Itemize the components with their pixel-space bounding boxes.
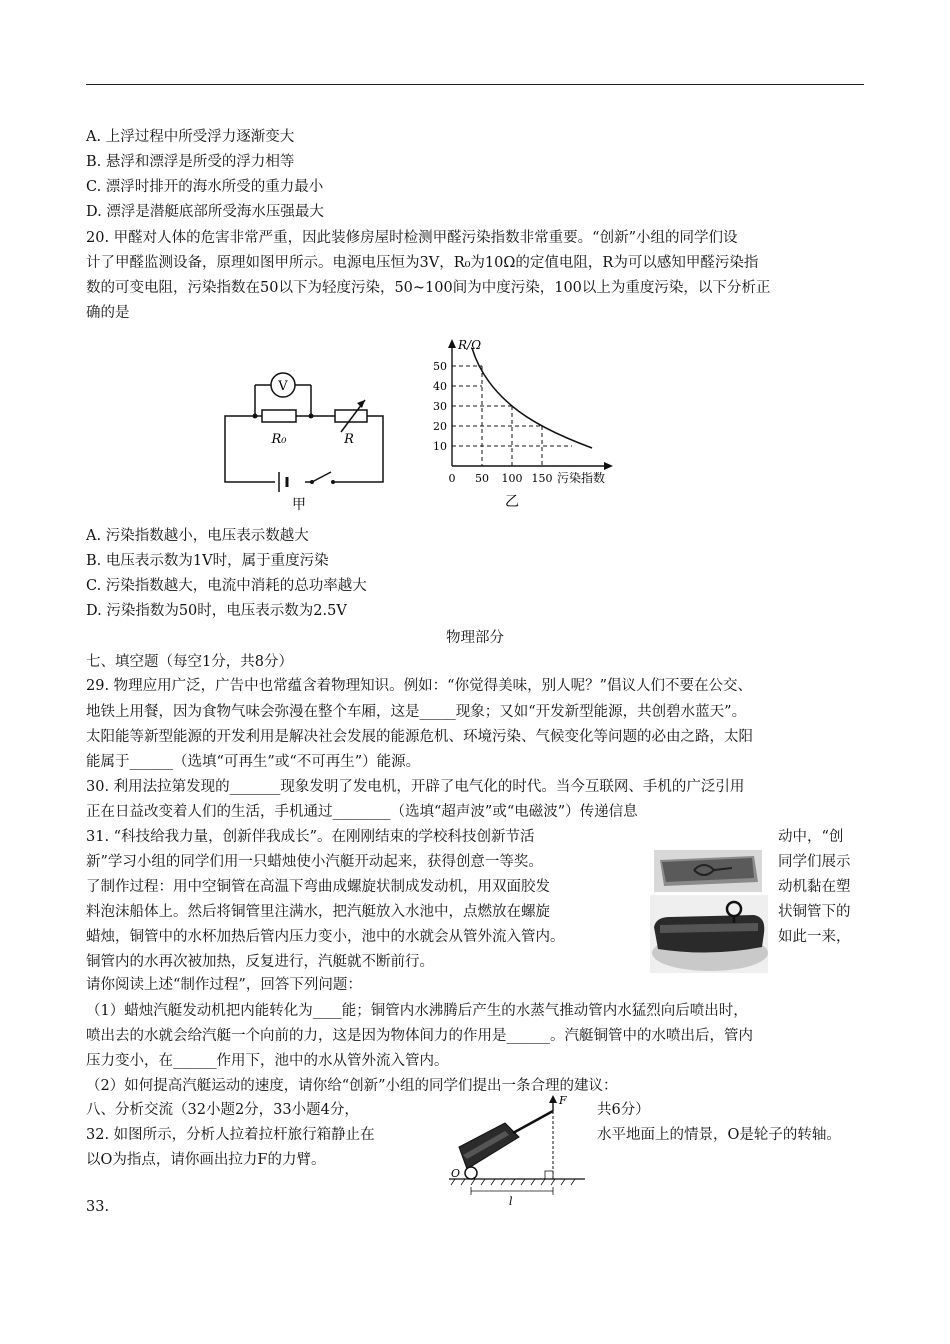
header-rule: [86, 84, 864, 85]
x-tick-150: 150: [531, 472, 553, 485]
q29-line: 太阳能等新型能源的开发利用是解决社会发展的能源危机、环境污染、气候变化等问题的必由之路，太阳: [86, 729, 753, 745]
origin-label: 0: [448, 472, 456, 485]
q31-tail-line: 压力变小，在______作用下，池中的水从管外流入管内。: [86, 1053, 449, 1069]
x-axis-label: 污染指数: [556, 471, 606, 485]
q31-left-line: 料泡沫船体上。然后将铜管里注满水，把汽艇放入水池中，点燃放在螺旋: [86, 904, 550, 920]
q29-line: 29. 物理应用广泛，广告中也常蕴含着物理知识。例如：“你觉得美味，别人呢？”倡议人们不要在公交、: [86, 678, 752, 694]
q31-left-line: 31. “科技给我力量，创新伴我成长”。在刚刚结束的学校科技创新节活: [86, 829, 535, 845]
q31-left-line: 了制作过程：用中空铜管在高温下弯曲成螺旋状制成发动机，用双面胶发: [86, 879, 550, 895]
q20-option-b: B. 电压表示数为1V时，属于重度污染: [86, 553, 329, 569]
q20-option-a: A. 污染指数越小，电压表示数越大: [86, 528, 309, 544]
q31-tail-line: （2）如何提高汽艇运动的速度，请你给“创新”小组的同学们提出一条合理的建议：: [86, 1078, 618, 1094]
q20-stem-line: 确的是: [86, 305, 130, 321]
q31-right-line: 同学们展示: [778, 854, 851, 870]
y-tick-20: 20: [433, 420, 447, 433]
q31-left-line: 蜡烛，铜管中的水杯加热后管内压力变小，池中的水就会从管外流入管内。: [86, 929, 565, 945]
q31-right-line: 动机黏在塑: [778, 879, 851, 895]
q32-right-line: 水平地面上的情景，O是轮子的转轴。: [597, 1127, 841, 1143]
y-tick-40: 40: [433, 380, 447, 393]
q20-option-d: D. 污染指数为50时，电压表示数为2.5V: [86, 603, 347, 619]
q33-label: 33.: [86, 1199, 110, 1215]
q31-tail-line: 请你阅读上述“制作过程”，回答下列问题：: [86, 977, 362, 993]
q31-tail-line: 喷出去的水就会给汽艇一个向前的力，这是因为物体间力的作用是______。汽艇铜管中的水喷出后，管内: [86, 1028, 753, 1044]
q30-line: 正在日益改变着人们的生活，手机通过________（选填“超声波”或“电磁波”）传递信息: [86, 804, 638, 820]
force-label: F: [559, 1095, 567, 1107]
section-7-heading: 七、填空题（每空1分，共8分）: [86, 654, 293, 670]
q20-stem-line: 20. 甲醛对人体的危害非常严重，因此装修房屋时检测甲醛污染指数非常重要。“创新”小组的同学们设: [86, 230, 738, 246]
q32-line: 以O为指点，请你画出拉力F的力臂。: [86, 1152, 326, 1168]
luggage-figure: [445, 1095, 595, 1210]
q19-option-d: D. 漂浮是潜艇底部所受海水压强最大: [86, 204, 324, 220]
y-tick-10: 10: [433, 440, 447, 453]
y-tick-30: 30: [433, 400, 447, 413]
graph-caption: 乙: [505, 494, 519, 510]
q31-left-line: 新”学习小组的同学们用一只蜡烛使小汽艇开动起来，获得创意一等奖。: [86, 854, 543, 870]
circuit-caption: 甲: [292, 497, 306, 513]
q31-right-line: 状铜管下的: [778, 904, 851, 920]
r-label: R: [344, 432, 354, 447]
q29-line: 地铁上用餐，因为食物气味会弥漫在整个车厢，这是_____现象；又如“开发新型能源，共创碧水蓝天”。: [86, 704, 747, 720]
q19-option-a: A. 上浮过程中所受浮力逐渐变大: [86, 129, 295, 145]
q29-line: 能属于______（选填“可再生”或“不可再生”）能源。: [86, 754, 421, 770]
q31-right-line: 动中，“创: [778, 829, 844, 845]
x-tick-50: 50: [475, 472, 489, 485]
q30-line: 30. 利用法拉第发现的_______现象发明了发电机，开辟了电气化的时代。当今互联网、手机的广泛引用: [86, 779, 745, 795]
voltmeter-label: V: [278, 379, 288, 394]
q19-option-c: C. 漂浮时排开的海水所受的重力最小: [86, 179, 324, 195]
arm-label: l: [509, 1195, 513, 1208]
q19-option-b: B. 悬浮和漂浮是所受的浮力相等: [86, 154, 295, 170]
x-tick-100: 100: [501, 472, 523, 485]
pivot-label: O: [451, 1167, 461, 1180]
q31-tail-line: 铜管内的水再次被加热，反复进行，汽艇就不断前行。: [86, 954, 434, 970]
y-axis-label: R/Ω: [458, 338, 482, 352]
resistance-graph: [428, 336, 618, 514]
q31-right-line: 如此一来，: [778, 929, 851, 945]
q20-stem-line: 数的可变电阻，污染指数在50以下为轻度污染，50~100间为中度污染，100以上为重度污染，以下分析正: [86, 280, 771, 296]
circuit-diagram: [215, 368, 390, 513]
q31-tail-line: （1）蜡烛汽艇发动机把内能转化为____能；铜管内水沸腾后产生的水蒸气推动管内水猛烈向后喷出时，: [86, 1003, 748, 1019]
r0-label: R₀: [271, 432, 287, 447]
section-8-heading-right: 共6分）: [597, 1102, 650, 1118]
boat-photo-bottom: [650, 895, 768, 973]
y-tick-50: 50: [433, 360, 447, 373]
q32-line: 32. 如图所示，分析人拉着拉杆旅行箱静止在: [86, 1127, 375, 1143]
q20-stem-line: 计了甲醛监测设备，原理如图甲所示。电源电压恒为3V，R₀为10Ω的定值电阻，R为可以感知甲醛污染指: [86, 255, 759, 271]
section-title: 物理部分: [446, 630, 504, 646]
q20-option-c: C. 污染指数越大，电流中消耗的总功率越大: [86, 578, 367, 594]
boat-photo-top: [654, 850, 762, 892]
section-8-heading: 八、分析交流（32小题2分，33小题4分，: [86, 1102, 359, 1118]
